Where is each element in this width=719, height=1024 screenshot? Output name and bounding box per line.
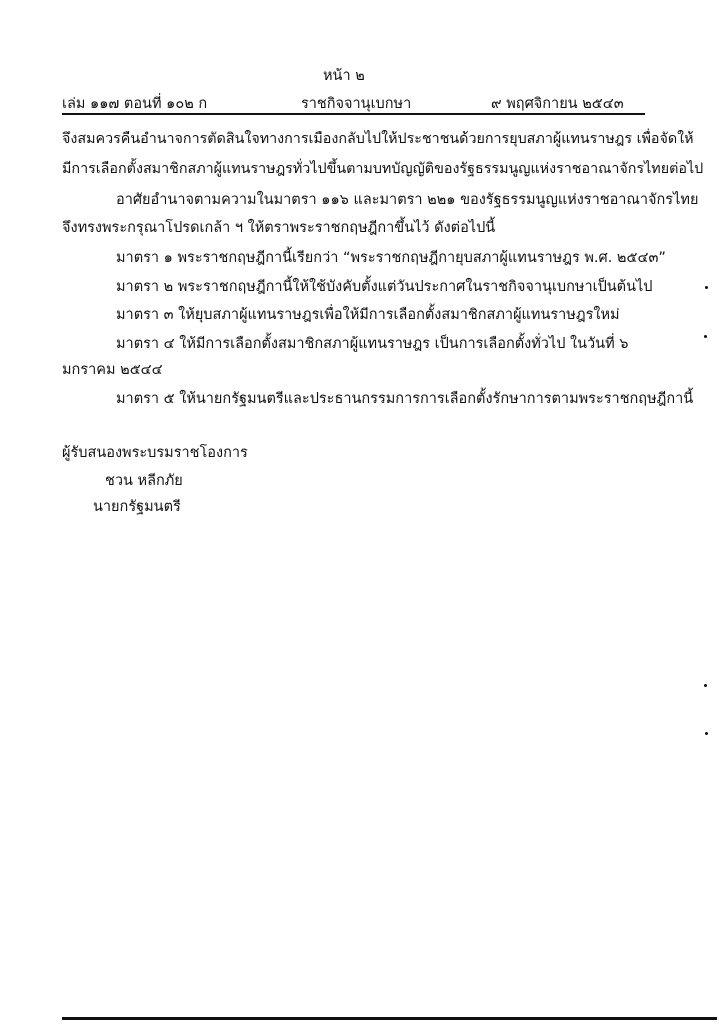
section-2: มาตรา ๒ พระราชกฤษฎีกานี้ให้ใช้บังคับตั้งแต่วันประกาศในราชกิจจานุเบกษาเป็นต้นไป bbox=[116, 279, 653, 295]
countersign-label: ผู้รับสนองพระบรมราชโองการ bbox=[62, 445, 248, 461]
scan-speck bbox=[705, 286, 708, 289]
paragraph-2-line-2: จึงทรงพระกรุณาโปรดเกล้า ฯ ให้ตราพระราชกฤษฎีกาขึ้นไว้ ดังต่อไปนี้ bbox=[62, 220, 496, 236]
scan-speck bbox=[704, 684, 707, 687]
section-1: มาตรา ๑ พระราชกฤษฎีกานี้เรียกว่า “พระราชกฤษฎีกายุบสภาผู้แทนราษฎร พ.ศ. ๒๕๔๓” bbox=[116, 250, 666, 266]
signatory-title: นายกรัฐมนตรี bbox=[93, 499, 181, 515]
page-number: หน้า ๒ bbox=[323, 68, 365, 84]
scan-speck bbox=[705, 732, 708, 735]
publication-name: ราชกิจจานุเบกษา bbox=[301, 96, 412, 112]
publication-date: ๙ พฤศจิกายน ๒๕๔๓ bbox=[491, 96, 624, 112]
header-rule bbox=[62, 113, 645, 115]
section-3: มาตรา ๓ ให้ยุบสภาผู้แทนราษฎรเพื่อให้มีการเลือกตั้งสมาชิกสภาผู้แทนราษฎรใหม่ bbox=[116, 307, 620, 323]
signatory-name: ชวน หลีกภัย bbox=[105, 473, 183, 489]
scan-speck bbox=[704, 335, 707, 338]
section-4-line-1: มาตรา ๔ ให้มีการเลือกตั้งสมาชิกสภาผู้แทนราษฎร เป็นการเลือกตั้งทั่วไป ในวันที่ ๖ bbox=[116, 336, 629, 352]
section-5: มาตรา ๕ ให้นายกรัฐมนตรีและประธานกรรมการการเลือกตั้งรักษาการตามพระราชกฤษฎีกานี้ bbox=[116, 391, 694, 407]
volume-issue: เล่ม ๑๑๗ ตอนที่ ๑๐๒ ก bbox=[62, 96, 208, 112]
bottom-scan-edge bbox=[62, 1017, 717, 1020]
paragraph-1-line-2: มีการเลือกตั้งสมาชิกสภาผู้แทนราษฎรทั่วไปขึ้นตามบทบัญญัติของรัฐธรรมนูญแห่งราชอาณาจักรไทยต่อไป bbox=[62, 161, 704, 177]
paragraph-2-line-1: อาศัยอำนาจตามความในมาตรา ๑๑๖ และมาตรา ๒๒๑ ของรัฐธรรมนูญแห่งราชอาณาจักรไทย bbox=[116, 192, 699, 208]
section-4-line-2: มกราคม ๒๕๔๔ bbox=[62, 362, 163, 378]
paragraph-1-line-1: จึงสมควรคืนอำนาจการตัดสินใจทางการเมืองกลับไปให้ประชาชนด้วยการยุบสภาผู้แทนราษฎร เพื่อจัดให้ bbox=[62, 131, 694, 147]
